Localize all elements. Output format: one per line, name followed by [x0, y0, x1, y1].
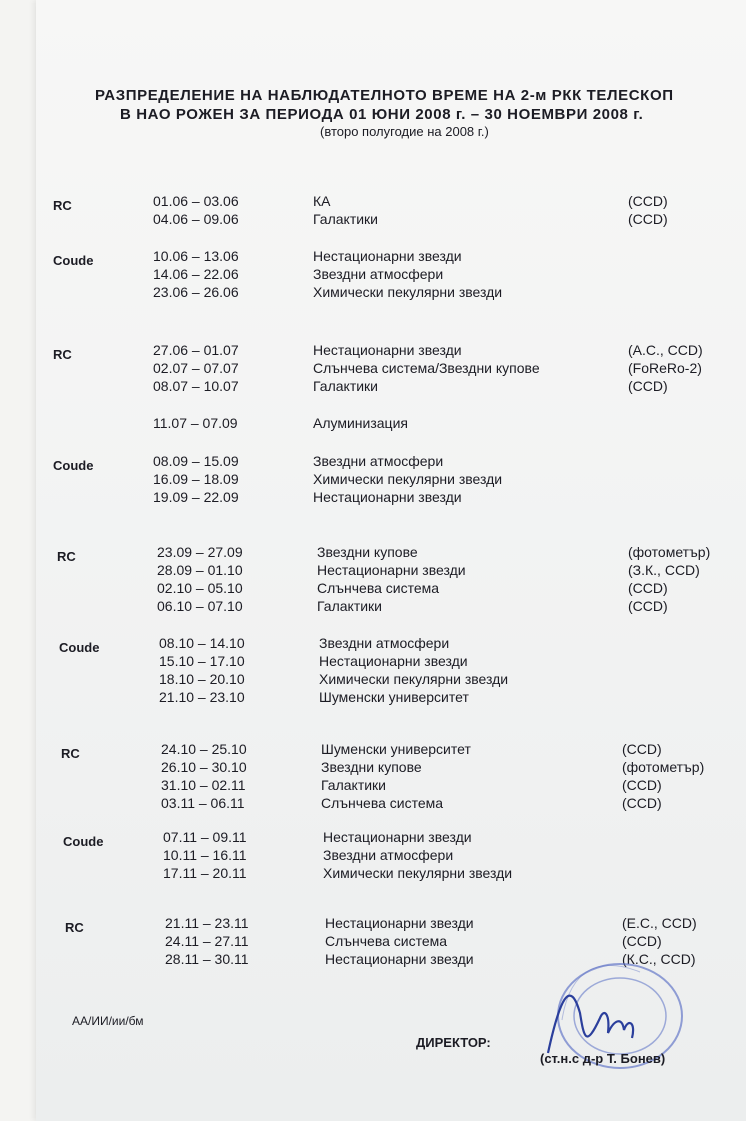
date-range: 08.10 – 14.10 — [159, 635, 245, 651]
schedule-row — [0, 689, 746, 707]
date-range: 08.07 – 10.07 — [153, 378, 239, 394]
program-name: Химически пекулярни звезди — [313, 284, 503, 300]
date-range: 18.10 – 20.10 — [159, 671, 245, 687]
date-range: 23.09 – 27.09 — [157, 544, 243, 560]
schedule-row — [0, 671, 746, 689]
program-name: Звездни атмосфери — [313, 453, 444, 469]
schedule-row — [0, 248, 746, 266]
date-range: 21.10 – 23.10 — [159, 689, 245, 705]
instrument-note: (К.С., CCD) — [622, 951, 696, 967]
date-range: 17.11 – 20.11 — [163, 865, 247, 881]
program-name: Алуминизация — [313, 415, 408, 431]
schedule-row — [0, 847, 746, 865]
date-range: 28.09 – 01.10 — [157, 562, 243, 578]
schedule-row — [0, 933, 746, 951]
program-name: Нестационарни звезди — [313, 248, 462, 264]
schedule-row — [0, 915, 746, 933]
program-name: Галактики — [321, 777, 386, 793]
program-name: Звездни атмосфери — [313, 266, 444, 282]
date-range: 10.11 – 16.11 — [163, 847, 247, 863]
program-name: Звездни атмосфери — [323, 847, 454, 863]
date-range: 21.11 – 23.11 — [165, 915, 249, 931]
schedule-row — [0, 342, 746, 360]
instrument-note: (З.К., CCD) — [628, 562, 700, 578]
program-name: Нестационарни звезди — [325, 951, 474, 967]
date-range: 31.10 – 02.11 — [161, 777, 246, 793]
document-subtitle: (второ полугодие на 2008 г.) — [320, 124, 489, 139]
date-range: 15.10 – 17.10 — [159, 653, 245, 669]
date-range: 28.11 – 30.11 — [165, 951, 249, 967]
date-range: 01.06 – 03.06 — [153, 193, 239, 209]
stamp-seal-icon — [540, 958, 690, 1088]
schedule-row — [0, 759, 746, 777]
schedule-row — [0, 635, 746, 653]
date-range: 04.06 – 09.06 — [153, 211, 239, 227]
telescope-label: RC — [65, 920, 84, 935]
instrument-note: (FoReRo-2) — [628, 360, 702, 376]
program-name: Галактики — [317, 598, 382, 614]
reference-code: АА/ИИ/ии/бм — [72, 1014, 144, 1028]
schedule-row — [0, 580, 746, 598]
schedule-row — [0, 193, 746, 211]
date-range: 02.07 – 07.07 — [153, 360, 239, 376]
date-range: 19.09 – 22.09 — [153, 489, 239, 505]
telescope-label: Coude — [53, 458, 94, 473]
date-range: 26.10 – 30.10 — [161, 759, 247, 775]
telescope-label: RC — [53, 347, 72, 362]
telescope-label: RC — [57, 549, 76, 564]
instrument-note: (CCD) — [622, 795, 662, 811]
telescope-label: Coude — [59, 640, 100, 655]
instrument-note: (CCD) — [628, 378, 668, 394]
program-name: Химически пекулярни звезди — [313, 471, 503, 487]
date-range: 11.07 – 07.09 — [153, 415, 238, 431]
director-name: (ст.н.с д-р Т. Бонев) — [540, 1051, 666, 1066]
schedule-row — [0, 471, 746, 489]
program-name: Шуменски университет — [321, 741, 471, 757]
instrument-note: (CCD) — [628, 580, 668, 596]
schedule-row — [0, 211, 746, 229]
director-label: ДИРЕКТОР: — [416, 1035, 491, 1050]
program-name: Нестационарни звезди — [317, 562, 466, 578]
program-name: Нестационарни звезди — [325, 915, 474, 931]
schedule-row — [0, 415, 746, 433]
instrument-note: (CCD) — [622, 933, 662, 949]
date-range: 08.09 – 15.09 — [153, 453, 239, 469]
schedule-row — [0, 865, 746, 883]
instrument-note: (CCD) — [622, 777, 662, 793]
telescope-label: RC — [61, 746, 80, 761]
date-range: 23.06 – 26.06 — [153, 284, 239, 300]
date-range: 14.06 – 22.06 — [153, 266, 239, 282]
schedule-row — [0, 562, 746, 580]
instrument-note: (CCD) — [622, 741, 662, 757]
schedule-row — [0, 544, 746, 562]
schedule-row — [0, 453, 746, 471]
schedule-row — [0, 360, 746, 378]
schedule-row — [0, 598, 746, 616]
program-name: Нестационарни звезди — [313, 342, 462, 358]
schedule-row — [0, 795, 746, 813]
telescope-label: Coude — [63, 834, 104, 849]
date-range: 10.06 – 13.06 — [153, 248, 239, 264]
program-name: КА — [313, 193, 331, 209]
program-name: Звездни купове — [321, 759, 422, 775]
program-name: Шуменски университет — [319, 689, 469, 705]
program-name: Звездни купове — [317, 544, 418, 560]
date-range: 24.11 – 27.11 — [165, 933, 249, 949]
date-range: 07.11 – 09.11 — [163, 829, 247, 845]
date-range: 27.06 – 01.07 — [153, 342, 239, 358]
document-title: РАЗПРЕДЕЛЕНИЕ НА НАБЛЮДАТЕЛНОТО ВРЕМЕ НА 2-м РКК ТЕЛЕСКОП — [95, 87, 674, 104]
program-name: Слънчева система — [317, 580, 440, 596]
telescope-label: Coude — [53, 253, 94, 268]
instrument-note: (фотометър) — [628, 544, 711, 560]
schedule-row — [0, 378, 746, 396]
program-name: Нестационарни звезди — [319, 653, 468, 669]
schedule-row — [0, 653, 746, 671]
instrument-note: (CCD) — [628, 598, 668, 614]
schedule-row — [0, 489, 746, 507]
instrument-note: (А.С., CCD) — [628, 342, 703, 358]
date-range: 06.10 – 07.10 — [157, 598, 243, 614]
date-range: 02.10 – 05.10 — [157, 580, 243, 596]
program-name: Слънчева система — [321, 795, 444, 811]
program-name: Звездни атмосфери — [319, 635, 450, 651]
date-range: 03.11 – 06.11 — [161, 795, 245, 811]
program-name: Слънчева система — [325, 933, 448, 949]
instrument-note: (CCD) — [628, 211, 668, 227]
schedule-row — [0, 284, 746, 302]
telescope-label: RC — [53, 198, 72, 213]
program-name: Слънчева система/Звездни купове — [313, 360, 540, 376]
instrument-note: (Е.С., CCD) — [622, 915, 697, 931]
program-name: Галактики — [313, 211, 378, 227]
schedule-row — [0, 741, 746, 759]
instrument-note: (CCD) — [628, 193, 668, 209]
program-name: Нестационарни звезди — [313, 489, 462, 505]
schedule-row — [0, 829, 746, 847]
instrument-note: (фотометър) — [622, 759, 705, 775]
program-name: Нестационарни звезди — [323, 829, 472, 845]
schedule-row — [0, 777, 746, 795]
program-name: Химически пекулярни звезди — [323, 865, 513, 881]
program-name: Галактики — [313, 378, 378, 394]
schedule-row — [0, 266, 746, 284]
date-range: 24.10 – 25.10 — [161, 741, 247, 757]
document-title-line2: В НАО РОЖЕН ЗА ПЕРИОДА 01 ЮНИ 2008 г. – 30 НОЕМВРИ 2008 г. — [120, 106, 644, 123]
program-name: Химически пекулярни звезди — [319, 671, 509, 687]
date-range: 16.09 – 18.09 — [153, 471, 239, 487]
